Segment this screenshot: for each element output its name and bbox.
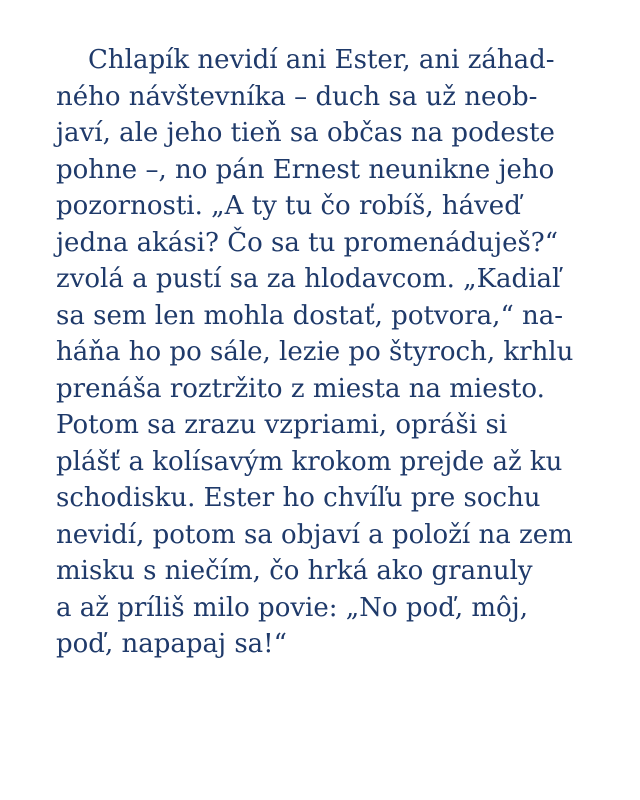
text-line: sa sem len mohla dostať, potvora,“ na- xyxy=(56,300,564,331)
text-line: prenáša roztržito z miesta na miesto. xyxy=(56,373,545,404)
text-line: nevidí, potom sa objaví a položí na zem xyxy=(56,519,573,550)
text-line: misku s niečím, čo hrká ako granuly xyxy=(56,556,533,586)
text-line: Chlapík nevidí ani Ester, ani záhad- xyxy=(88,45,555,75)
body-paragraph xyxy=(56,42,596,663)
text-line: háňa ho po sále, lezie po štyroch, krhlu xyxy=(56,337,574,367)
text-line: schodisku. Ester ho chvíľu pre sochu xyxy=(56,483,541,513)
text-line: Potom sa zrazu vzpriami, opráši si xyxy=(56,410,508,440)
text-line: poď, napapaj sa!“ xyxy=(56,629,287,659)
text-line: pohne –, no pán Ernest neunikne jeho xyxy=(56,154,555,185)
text-line: a až príliš milo povie: „No poď, môj, xyxy=(56,592,529,623)
text-line: javí, ale jeho tieň sa občas na podeste xyxy=(56,118,555,148)
text-line: ného návštevníka – duch sa už neob- xyxy=(56,81,538,112)
text-line: plášť a kolísavým krokom prejde až ku xyxy=(56,446,563,477)
text-line: zvolá a pustí sa za hlodavcom. „Kadiaľ xyxy=(56,264,561,294)
text-line: pozornosti. „A ty tu čo robíš, háveď xyxy=(56,191,521,221)
text-line: jedna akási? Čo sa tu promenáduješ?“ xyxy=(56,227,559,258)
